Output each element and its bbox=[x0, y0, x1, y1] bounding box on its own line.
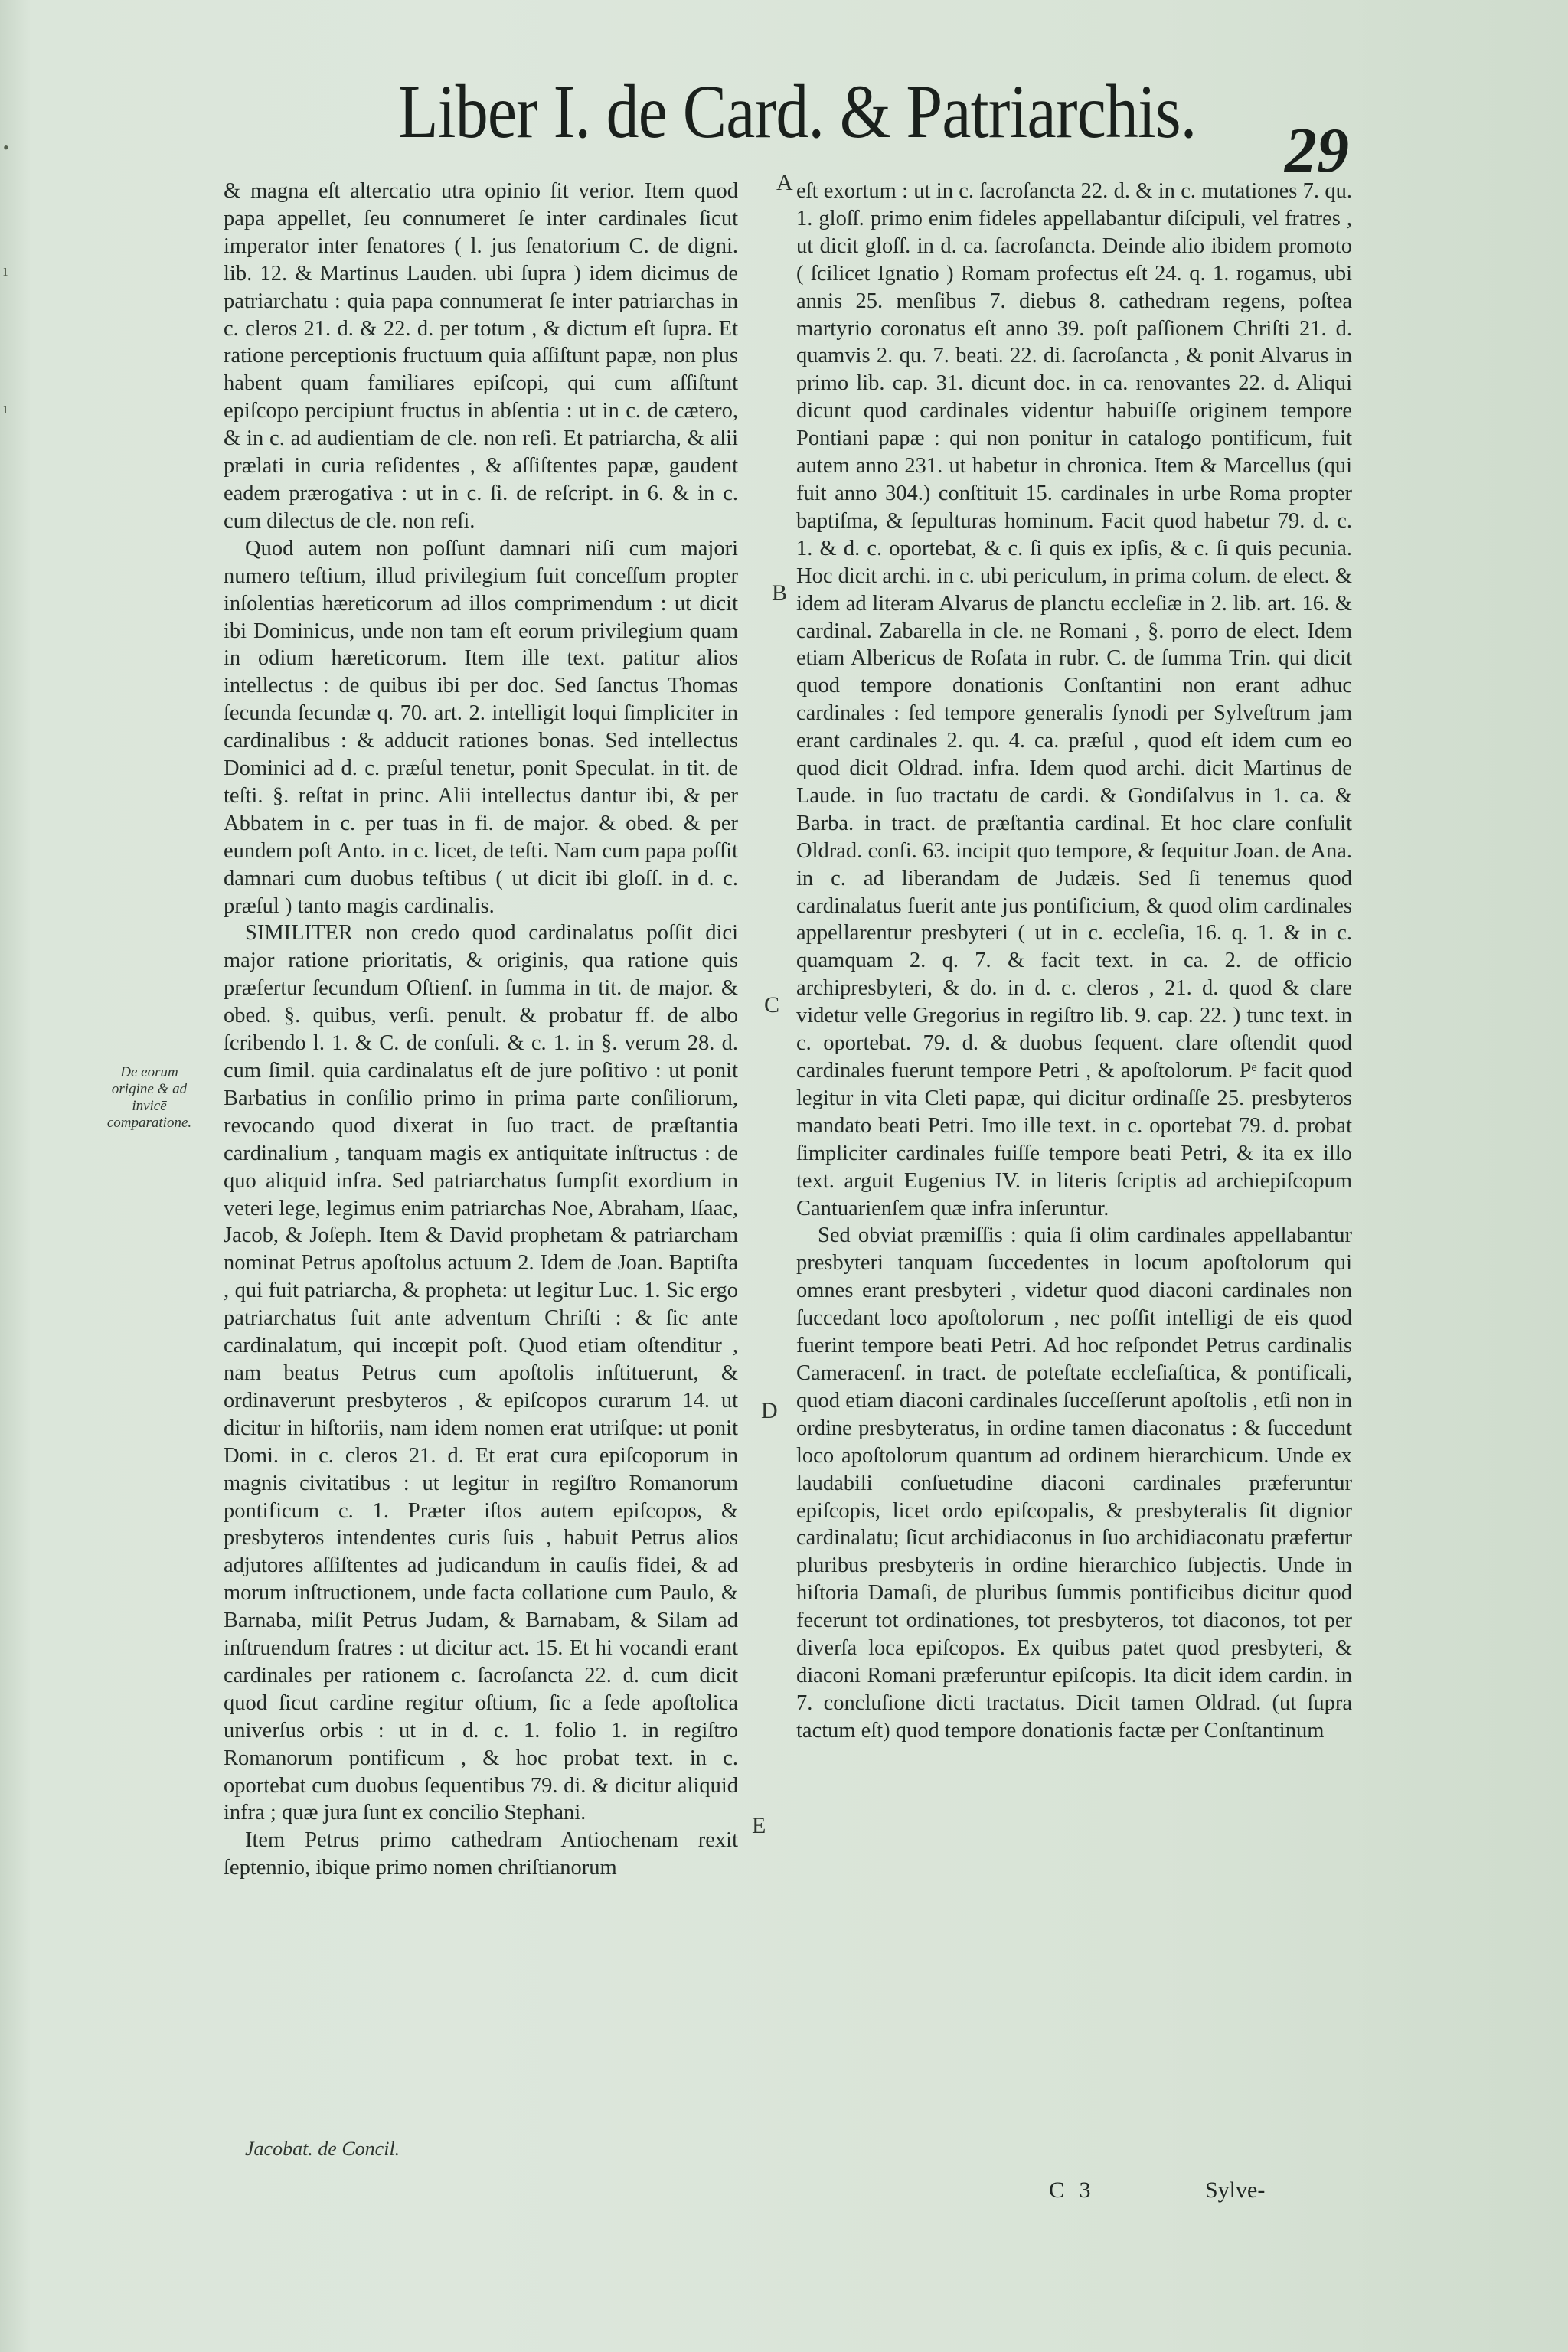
running-head: Liber I. de Card. & Patriarchis. bbox=[398, 69, 1197, 154]
gutter-mark: • bbox=[3, 138, 9, 157]
margin-letter-c: C bbox=[764, 992, 780, 1018]
signature-mark: C 3 bbox=[1049, 2177, 1096, 2203]
margin-letter-d: D bbox=[761, 1398, 778, 1423]
page-number: 29 bbox=[1285, 115, 1349, 186]
right-column bbox=[796, 178, 1352, 1745]
paragraph: & magna eſt altercatio utra opinio ſit verior. Item quod papa appellet, ſeu connumeret ſe inter cardinales ſicut imperator inter ſenatores ( l. jus ſenatorium C. de digni. lib. 12. & Martinus Lauden. ubi ſupra ) idem dicimus de patriarchatu : quia papa connumerat ſe inter patriarchas in c. cleros 21. d. & 22. d. per totum , & dictum eſt ſupra. Et ratione perceptionis fructuum quia aſſiſtunt papæ, non plus habent quam familiares epiſcopi, qui cum aſſiſtunt epiſcopo percipiunt fructus in abſentia : ut in c. de cætero, & in c. ad audientiam de cle. non reſi. Et patriarcha, & alii prælati in curia reſidentes , & aſſiſtentes papæ, gaudent eadem prærogativa : ut in c. ſi. de reſcript. in 6. & in c. cum dilectus de cle. non reſi. bbox=[224, 179, 738, 533]
paragraph: SIMILITER non credo quod cardinalatus poſſit dici major ratione prioritatis, & originis, qua ratione quis præfertur ſecundum Oſtienſ. in ſumma in tit. de major. & obed. §. quibus, verſi. penult. & probatur ff. de albo ſcribendo l. 1. & C. de conſuli. & c. 1. in §. verum 28. d. cum ſimil. quia cardinalatus eſt de jure poſitivo : ut ponit Barbatius in conſilio primo in prima parte conſiliorum, revocando quod dixerat in ſuo tract. de præſtantia cardinalium , tanquam magis ex antiquitate inſtructus : de quo aliquid infra. Sed patriarchatus ſumpſit exordium in veteri lege, legimus enim patriarchas Noe, Abraham, Iſaac, Jacob, & Joſeph. Item & David prophetam & patriarcham nominat Petrus apoſtolus actuum 2. Idem de Joan. Baptiſta , qui fuit patriarcha, & propheta: ut legitur Luc. 1. Sic ergo patriarchatus fuit ante adventum Chriſti : & ſic ante cardinalatum, qui incœpit poſt. Quod etiam oſtenditur , nam beatus Petrus cum apoſtolis inſtituerunt, & ordinaverunt presbyteros , & epiſcopos curarum 14. ut dicitur in hiſtoriis, nam idem nomen erat utriſque: ut ponit Domi. in c. cleros 21. d. Et erat cura epiſcoporum in magnis civitatibus : ut legitur in regiſtro Romanorum pontificum c. 1. Præter iſtos autem epiſcopos, & presbyteros intendentes curis ſuis , habuit Petrus alios adjutores aſſiſtentes ad judicandum in cauſis fidei, & ad morum inſtructionem, unde facta collatione cum Paulo, & Barnaba, miſit Petrus Judam, & Barnabam, & Silam ad inſtruendum fratres : ut dicitur act. 15. Et hi vocandi erant cardinales per rationem c. ſacroſancta 22. d. cum dicit quod ſicut cardine regitur oſtium, ſic a ſede apoſtolica univerſus orbis : ut in d. c. 1. folio 1. in regiſtro Romanorum pontificum , & hoc probat text. in c. oportebat cum duobus ſequentibus 79. di. & dicitur aliquid infra ; quæ jura ſunt ex concilio Stephani. bbox=[224, 921, 738, 1825]
footnote: Jacobat. de Concil. bbox=[245, 2138, 400, 2160]
paragraph: Sed obviat præmiſſis : quia ſi olim cardinales appellabantur presbyteri tanquam ſuccedentes in locum apoſtolorum qui omnes erant presbyteri , videtur quod diaconi cardinales non ſuccedant loco apoſtolorum , nec poſſit intelligi de eis quod fuerint tempore beati Petri. Ad hoc reſpondet Petrus cardinalis Cameracenſ. in tract. de poteſtate eccleſiaſtica, & pontificali, quod etiam diaconi cardinales ſucceſſerunt apoſtolis , etſi non in ordine presbyteratus, in ordine tamen diaconatus : & ſuccedunt loco apoſtolorum quantum ad ordinem hierarchicum. Unde ex laudabili conſuetudine diaconi cardinales præferuntur epiſcopis, licet ordo epiſcopalis, & presbyteralis ſit dignior cardinalatu; ſicut archidiaconus in ſuo archidiaconatu præfertur pluribus presbyteris in ordine hierarchico ſubjectis. Unde in hiſtoria Damaſi, de pluribus ſummis pontificibus dicitur quod fecerunt tot ordinationes, tot presbyteros, tot diaconos, tot per diverſa loca epiſcopos. Ex quibus patet quod presbyteri, & diaconi Romani præferuntur epiſcopis. Ita dicit idem cardin. in 7. concluſione dicti tractatus. Dicit tamen Oldrad. (ut ſupra tactum eſt) quod tempore donationis factæ per Conſtantinum bbox=[796, 1223, 1352, 1743]
gutter-mark: ı bbox=[3, 260, 8, 279]
catchword: Sylve- bbox=[1205, 2177, 1266, 2203]
margin-letter-b: B bbox=[772, 580, 788, 606]
side-note: De eorum origine & ad invicē comparatione. bbox=[106, 1064, 192, 1131]
paragraph: Item Petrus primo cathedram Antiochenam rexit ſeptennio, ibique primo nomen chriſtianorum bbox=[224, 1828, 738, 1880]
gutter-mark: ı bbox=[3, 398, 8, 417]
paragraph: eſt exortum : ut in c. ſacroſancta 22. d. & in c. mutationes 7. qu. 1. gloſſ. primo enim fideles appellabantur diſcipuli, vel fratres , ut dicit gloſſ. in d. ca. ſacroſancta. Deinde alio ibidem promoto ( ſcilicet Ignatio ) Romam profectus eſt 24. q. 1. rogamus, ubi annis 25. menſibus 7. diebus 8. cathedram regens, poſtea martyrio coronatus eſt anno 39. poſt paſſionem Chriſti 21. d. quamvis 2. qu. 7. beati. 22. di. ſacroſancta , & ponit Alvarus in primo lib. cap. 31. dicunt doc. in ca. renovantes 22. d. Aliqui dicunt quod cardinales videntur habuiſſe originem tempore Pontiani papæ : qui non ponitur in catalogo pontificum, fuit autem anno 231. ut habetur in chronica. Item & Marcellus (qui fuit anno 304.) conſtituit 15. cardinales in urbe Roma propter baptiſma, & ſepulturas hominum. Facit quod habetur 79. d. c. 1. & d. c. oportebat, & c. ſi quis ex ipſis, & c. ſi quis pecunia. Hoc dicit archi. in c. ubi periculum, in prima colum. de elect. & idem ad literam Alvarus de planctu eccleſiæ in 2. lib. art. 16. & cardinal. Zabarella in cle. ne Romani , §. porro de elect. Idem etiam Albericus de Roſata in rubr. C. de ſumma Trin. qui dicit quod tempore donationis Conſtantini non erant adhuc cardinales : ſed tempore generalis ſynodi per Sylveſtrum jam erant cardinales 2. qu. 4. ca. præſul , quod eſt idem cum eo quod dicit Oldrad. infra. Idem quod archi. dicit Martinus de Laude. in ſuo tractatu de cardi. & Gondiſalvus in 1. ca. & Barba. in tract. de præſtantia cardinal. Et hoc clare conſulit Oldrad. conſi. 63. incipit quo tempore, & ſequitur Joan. de Ana. in c. ad liberandam de Judæis. Sed ſi tenemus quod cardinalatus fuerit ante jus pontificium, & quod olim cardinales appellarentur presbyteri ( ut in c. eccleſia, 16. q. 1. & in c. quamquam 2. q. 7. & facit text. in ca. 2. de officio archipresbyteri, & do. in d. c. cleros , 21. d. quod & clare videtur velle Gregorius in regiſtro lib. 9. cap. 22. ) tunc text. in c. oportebat. 79. d. & duobus ſequent. clare oſtendit quod cardinales fuerunt tempore Petri , & apoſtolorum. Pᵉ facit quod legitur in vita Cleti papæ, qui dicitur ordinaſſe 25. presbyteros mandato beati Petri. Imo ille text. in c. oportebat 79. d. probat ſimpliciter cardinales fuiſſe tempore beati Petri, & ita ex illo text. arguit Eugenius IV. in literis ſcriptis ad archiepiſcopum Cantuarienſem quæ infra inſeruntur. bbox=[796, 179, 1352, 1220]
left-column bbox=[224, 178, 738, 1882]
paragraph: Quod autem non poſſunt damnari niſi cum majori numero teſtium, illud privilegium fuit conceſſum propter inſolentias hæreticorum ad illos comprimendum : ut dicit ibi Dominicus, unde non tam eſt eorum privilegium quam in odium hæreticorum. Item ille text. patitur alios intellectus : de quibus ibi per doc. Sed ſanctus Thomas ſecunda ſecundæ q. 70. art. 2. intelligit loqui ſimpliciter in cardinalibus : & adducit rationes bonas. Sed intellectus Dominici ad d. c. præſul tenetur, ponit Speculat. in tit. de teſti. §. reſtat in princ. Alii intellectus dantur ibi, & per Abbatem in c. per tuas in fi. de major. & obed. & per eundem poſt Anto. in c. licet, de teſti. Nam cum papa poſſit damnari cum duobus teſtibus ( ut dicit ibi gloſſ. in d. c. præſul ) tanto magis cardinalis. bbox=[224, 536, 738, 918]
margin-letter-e: E bbox=[752, 1813, 766, 1838]
margin-letter-a: A bbox=[776, 170, 793, 195]
